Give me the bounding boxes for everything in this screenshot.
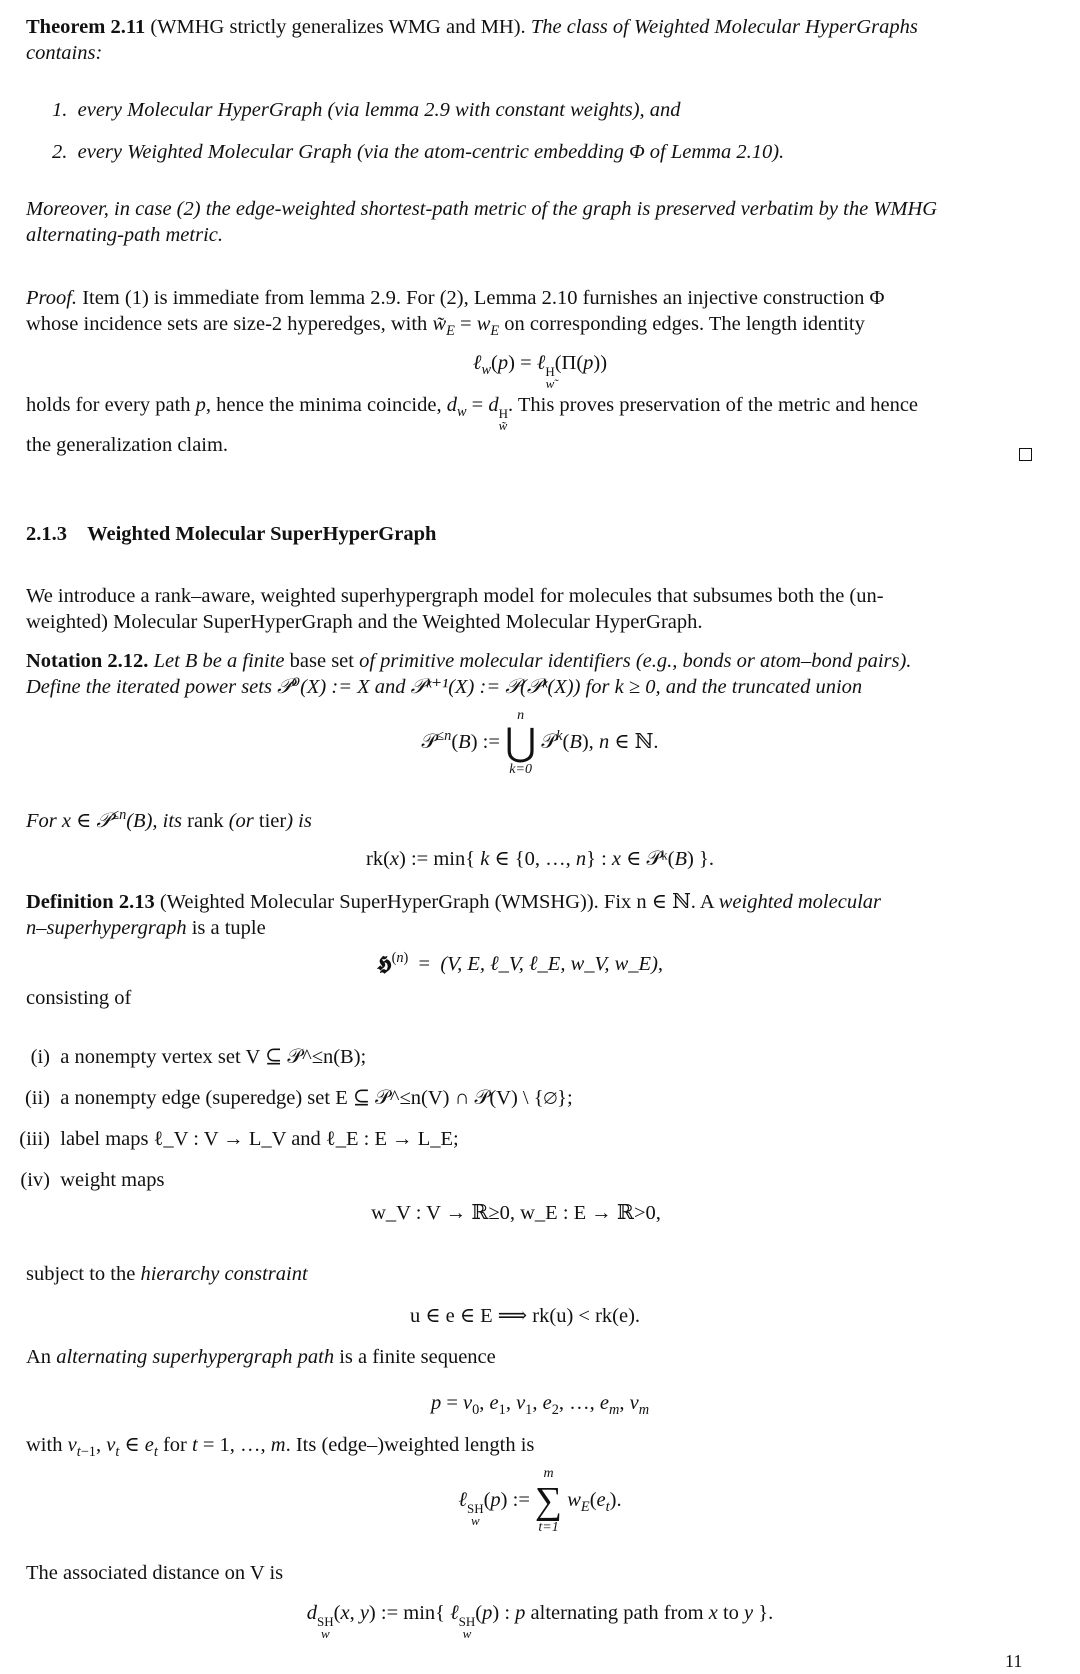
- notation-line1-c: base set: [289, 650, 354, 672]
- proof-label: Proof.: [26, 287, 78, 309]
- rank-intro-b: (B), its: [126, 810, 183, 832]
- item-number: (i): [30, 1046, 50, 1068]
- notation-line1-a: Let B be a: [153, 650, 238, 672]
- theorem-statement-line1: The class of Weighted Molecular HyperGraphs: [530, 16, 918, 38]
- notation-line1-d: of primitive molecular identifiers (e.g., bonds or atom–bond pairs).: [359, 650, 912, 672]
- tuple-components: (V, E, ℓ_V, ℓ_E, w_V, w_E),: [440, 953, 664, 975]
- length-equation: [0, 1466, 1080, 1536]
- path-equation: [0, 1390, 1080, 1419]
- item-text: every Weighted Molecular Graph (via the atom-centric embedding Φ of Lemma 2.10).: [77, 141, 785, 163]
- section-intro: [26, 583, 1030, 635]
- qed-symbol: [1019, 448, 1032, 461]
- distance-equation: [0, 1600, 1080, 1640]
- definition-title: (Weighted Molecular SuperHyperGraph (WMSHG)).: [159, 891, 599, 913]
- hierarchy-equation: [0, 1303, 1080, 1329]
- tier-term: tier: [258, 810, 287, 832]
- path-c: is a finite sequence: [339, 1346, 496, 1368]
- proof-line2-a: whose incidence sets are size-2 hyperedges, with: [26, 313, 433, 335]
- item-text: weight maps: [60, 1169, 165, 1191]
- notation-2-12: [26, 648, 1030, 700]
- theorem-label: Theorem 2.11: [26, 16, 146, 38]
- proof-line3-c: . This proves preservation of the metric and hence: [507, 394, 919, 416]
- truncated-union: 𝒫$^{\le n}$(B) := n ⋃ k=0 𝒫$^k$(B), n ∈ ℕ.: [421, 708, 659, 777]
- theorem-moreover: [26, 196, 1030, 248]
- definition-line1-b: weighted molecular: [718, 891, 881, 913]
- length-identity: ℓ$_w$(p) = ℓ H w (Π(p)): [472, 352, 608, 391]
- item-text: a nonempty vertex set V ⊆ 𝒫^≤n(B);: [60, 1046, 367, 1068]
- weighted-length: ℓ SH w (p) := m ∑ t=1 $w_E(e_t)$.: [458, 1466, 622, 1535]
- item-number: (ii): [24, 1087, 50, 1109]
- rank-intro-a: For x ∈ 𝒫: [26, 810, 112, 832]
- section-title: Weighted Molecular SuperHyperGraph: [87, 523, 437, 545]
- item-number: 2.: [52, 141, 68, 163]
- with-line: [26, 1432, 1030, 1461]
- proof-line2-b: on corresponding edges. The length identity: [499, 313, 865, 335]
- proof-line1: Item (1) is immediate from lemma 2.9. For (2), Lemma 2.10 furnishes an injective construction Φ: [82, 287, 885, 309]
- moreover-line2: alternating-path metric.: [26, 224, 224, 246]
- rank-definition: rk(x) := min{ k ∈ {0, …, n} : x ∈ 𝒫ᵏ(B) }.: [366, 848, 714, 870]
- proof-line3-b: , hence the minima coincide,: [205, 394, 447, 416]
- proof-line4: the generalization claim.: [26, 434, 229, 456]
- page-number: 11: [1005, 1651, 1023, 1671]
- rank-intro-f: ) is: [286, 810, 312, 832]
- notation-line2: Define the iterated power sets 𝒫⁰(X) := X and 𝒫ᵏ⁺¹(X) := 𝒫(𝒫ᵏ(X)) for k ≥ 0, and the truncated union: [26, 676, 863, 698]
- proof: Proof. Item (1) is immediate from lemma 2.9. For (2), Lemma 2.10 furnishes an injective construction Φ whose incidence sets are size-2 hyperedges, with $w̃_E = w_E$ on corresponding edges. The length identity: [26, 287, 885, 340]
- intro-line2: weighted) Molecular SuperHyperGraph and the Weighted Molecular HyperGraph.: [26, 611, 703, 633]
- theorem-title: (WMHG strictly generalizes WMG and MH).: [150, 16, 526, 38]
- hierarchy-constraint: u ∈ e ∈ E ⟹ rk(u) < rk(e).: [409, 1305, 641, 1327]
- subject-to: [26, 1261, 1030, 1287]
- with-line-text: with $v_{t-1}$, $v_t$ ∈ $e_t$ for t = 1, …, m. Its (edge–)weighted length is: [26, 1434, 535, 1461]
- length-identity-equation: [0, 350, 1080, 390]
- section-number: 2.1.3: [26, 523, 67, 545]
- item-text: label maps ℓ_V : V → L_V and ℓ_E : E → L_E;: [60, 1128, 459, 1150]
- notation-label: Notation 2.12.: [26, 650, 149, 672]
- definition-item-iii: [10, 1126, 459, 1152]
- item-number: (iv): [20, 1169, 50, 1191]
- rank-equation: [0, 846, 1080, 872]
- path-a: An: [26, 1346, 52, 1368]
- definition-line2-b: is a tuple: [191, 917, 266, 939]
- proof-conclusion: holds for every path p, hence the minima coincide, $d_w = d$ H w̃ . This proves preservation of the metric and hence the generalization claim.: [26, 394, 919, 456]
- intro-line1: We introduce a rank–aware, weighted superhypergraph model for molecules that subsumes both the (un-: [26, 585, 884, 607]
- path-sequence: $p = v_0$, $e_1$, $v_1$, $e_2$, …, $e_m$, $v_m$: [430, 1392, 650, 1419]
- item-number: (iii): [19, 1128, 50, 1150]
- theorem-item-2: [52, 139, 784, 165]
- truncated-union-equation: [0, 708, 1080, 778]
- weight-maps: w_V : V → ℝ≥0, w_E : E → ℝ>0,: [371, 1202, 661, 1224]
- fraktur-h-symbol: 𝕳: [376, 951, 392, 975]
- distance-definition: d SH w (x, y) := min{ ℓ SH w (p) : p alternating path from x to y }.: [306, 1602, 774, 1641]
- item-text: a nonempty edge (superedge) set E ⊆ 𝒫^≤n(V) ∩ 𝒫(V) \ {∅};: [60, 1087, 573, 1109]
- item-text: every Molecular HyperGraph (via lemma 2.9 with constant weights), and: [77, 99, 681, 121]
- definition-line1-a: Fix n ∈ ℕ. A: [603, 891, 714, 913]
- definition-line2-a: n–superhypergraph: [26, 917, 187, 939]
- definition-item-ii: [20, 1085, 573, 1111]
- consisting-of: consisting of: [26, 987, 132, 1009]
- definition-label: Definition 2.13: [26, 891, 155, 913]
- distance-intro: The associated distance on V is: [26, 1562, 284, 1584]
- theorem-statement-line2: contains:: [26, 42, 103, 64]
- weight-maps-equation: [0, 1200, 1080, 1226]
- theorem-2-11: [26, 14, 1030, 66]
- definition-item-iv: [10, 1167, 164, 1193]
- theorem-item-1: [52, 97, 681, 123]
- subject-a: subject to the: [26, 1263, 136, 1285]
- section-heading: [26, 521, 1030, 547]
- path-intro: [26, 1344, 1030, 1370]
- definition-item-i: [20, 1044, 366, 1070]
- proof-line3-a: holds for every path: [26, 394, 196, 416]
- rank-intro-d: (or: [228, 810, 254, 832]
- notation-line1-b: finite: [242, 650, 285, 672]
- rank-term: rank: [187, 810, 224, 832]
- item-number: 1.: [52, 99, 68, 121]
- hierarchy-term: hierarchy constraint: [140, 1263, 308, 1285]
- definition-2-13: [26, 889, 1030, 941]
- moreover-line1: Moreover, in case (2) the edge-weighted shortest-path metric of the graph is preserved verbatim by the WMHG: [26, 198, 938, 220]
- path-term: alternating superhypergraph path: [56, 1346, 335, 1368]
- tuple-equation: 𝕳$^{(n)}$ = (V, E, ℓ_V, ℓ_E, w_V, w_E),: [376, 950, 664, 975]
- proof-w-tilde: w̃: [432, 313, 447, 335]
- rank-intro: For x ∈ 𝒫$^{\le n}$(B), its rank (or tier) is: [26, 807, 312, 832]
